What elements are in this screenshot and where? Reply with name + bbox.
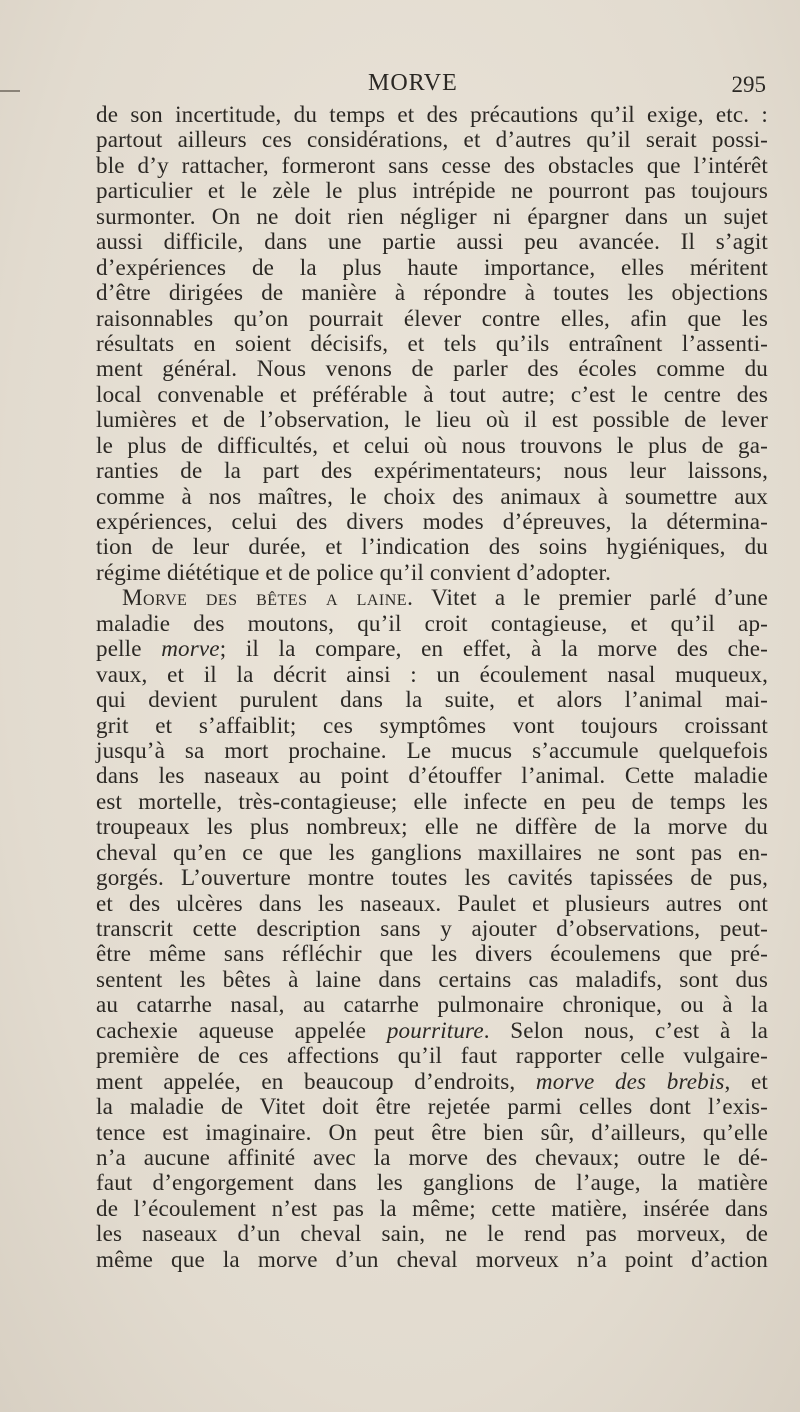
text-line: de l’écoulement n’est pas la même; cette matière, insérée dans: [96, 1194, 768, 1221]
text-line: gorgés. L’ouverture montre toutes les cavités tapissées de pus,: [96, 864, 768, 891]
text-line: régime diététique et de police qu’il convient d’adopter.: [96, 558, 611, 585]
text-line: pelle morve; il la compare, en effet, à la morve des che-: [96, 635, 768, 662]
text-line: comme à nos maîtres, le choix des animaux à soumettre aux: [96, 482, 768, 509]
text-line: les naseaux d’un cheval sain, ne le rend pas morveux, de: [96, 1220, 768, 1247]
text-line: maladie des moutons, qu’il croit contagieuse, et qu’il ap-: [96, 609, 768, 636]
text-line: grit et s’affaiblit; ces symptômes vont toujours croissant: [96, 711, 768, 738]
text-line: tence est imaginaire. On peut être bien sûr, d’ailleurs, qu’elle: [96, 1118, 768, 1145]
text-line: n’a aucune affinité avec la morve des chevaux; outre le dé-: [96, 1143, 768, 1170]
text-line: jusqu’à sa mort prochaine. Le mucus s’accumule quelquefois: [96, 736, 768, 763]
text-line: ment appelée, en beaucoup d’endroits, morve des brebis, et: [96, 1067, 768, 1094]
page-body: [96, 102, 768, 1272]
text-line: cheval qu’en ce que les ganglions maxillaires ne sont pas en-: [96, 838, 768, 865]
text-line: de son incertitude, du temps et des précautions qu’il exige, etc. :: [96, 101, 768, 127]
text-line: sentent les bêtes à laine dans certains cas maladifs, sont dus: [96, 965, 768, 992]
page-number: 295: [731, 72, 766, 97]
text-line: même que la morve d’un cheval morveux n’a point d’action: [96, 1245, 768, 1272]
text-line: aussi difficile, dans une partie aussi peu avancée. Il s’agit: [96, 228, 768, 255]
text-line: tion de leur durée, et l’indication des soins hygiéniques, du: [96, 533, 768, 560]
text-line: et des ulcères dans les naseaux. Paulet et plusieurs autres ont: [96, 889, 768, 916]
text-line: ranties de la part des expérimentateurs; nous leur laissons,: [96, 457, 768, 484]
text-line: ble d’y rattacher, formeront sans cesse des obstacles que l’intérêt: [96, 151, 768, 178]
text-line: qui devient purulent dans la suite, et alors l’animal mai-: [96, 686, 768, 713]
margin-mark: [0, 90, 20, 92]
text-line: lumières et de l’observation, le lieu où il est possible de lever: [96, 406, 768, 433]
text-line: local convenable et préférable à tout autre; c’est le centre des: [96, 380, 768, 407]
text-line: raisonnables qu’on pourrait élever contre elles, afin que les: [96, 304, 768, 331]
section-first-line: [96, 585, 768, 610]
text-line: première de ces affections qu’il faut rapporter celle vulgaire-: [96, 1042, 768, 1069]
page-header: [96, 70, 768, 104]
text-line: la maladie de Vitet doit être rejetée parmi celles dont l’exis-: [96, 1093, 768, 1120]
text-line: faut d’engorgement dans les ganglions de l’auge, la matière: [96, 1169, 768, 1196]
text-line: être même sans réfléchir que les divers écoulemens que pré-: [96, 940, 768, 967]
text-line: surmonter. On ne doit rien négliger ni épargner dans un sujet: [96, 202, 768, 229]
text-line: expériences, celui des divers modes d’épreuves, la détermina-: [96, 508, 768, 534]
text-line: d’expériences de la plus haute importance, elles méritent: [96, 253, 768, 280]
section-heading: Morve des bêtes a laine.: [122, 584, 414, 611]
text-line: d’être dirigées de manière à répondre à toutes les objections: [96, 279, 768, 306]
text-line: le plus de difficultés, et celui où nous trouvons le plus de ga-: [96, 431, 768, 458]
running-head: MORVE: [368, 70, 458, 96]
text-line: Vitet a le premier parlé d’une: [431, 584, 768, 611]
text-line: vaux, et il la décrit ainsi : un écoulement nasal muqueux,: [96, 660, 768, 687]
text-line: est mortelle, très-contagieuse; elle infecte en peu de temps les: [96, 787, 768, 814]
text-line: troupeaux les plus nombreux; elle ne diffère de la morve du: [96, 813, 768, 840]
text-line: partout ailleurs ces considérations, et d’autres qu’il serait possi-: [96, 126, 768, 153]
text-line: au catarrhe nasal, au catarrhe pulmonaire chronique, ou à la: [96, 991, 768, 1018]
text-line: transcrit cette description sans y ajouter d’observations, peut-: [96, 915, 768, 941]
text-line: particulier et le zèle le plus intrépide ne pourront pas toujours: [96, 177, 768, 204]
text-line: dans les naseaux au point d’étouffer l’animal. Cette maladie: [96, 762, 768, 789]
text-line: résultats en soient décisifs, et tels qu’ils entraînent l’assenti-: [96, 329, 768, 356]
text-line: ment général. Nous venons de parler des écoles comme du: [96, 355, 768, 382]
text-line: cachexie aqueuse appelée pourriture. Selon nous, c’est à la: [96, 1016, 768, 1043]
